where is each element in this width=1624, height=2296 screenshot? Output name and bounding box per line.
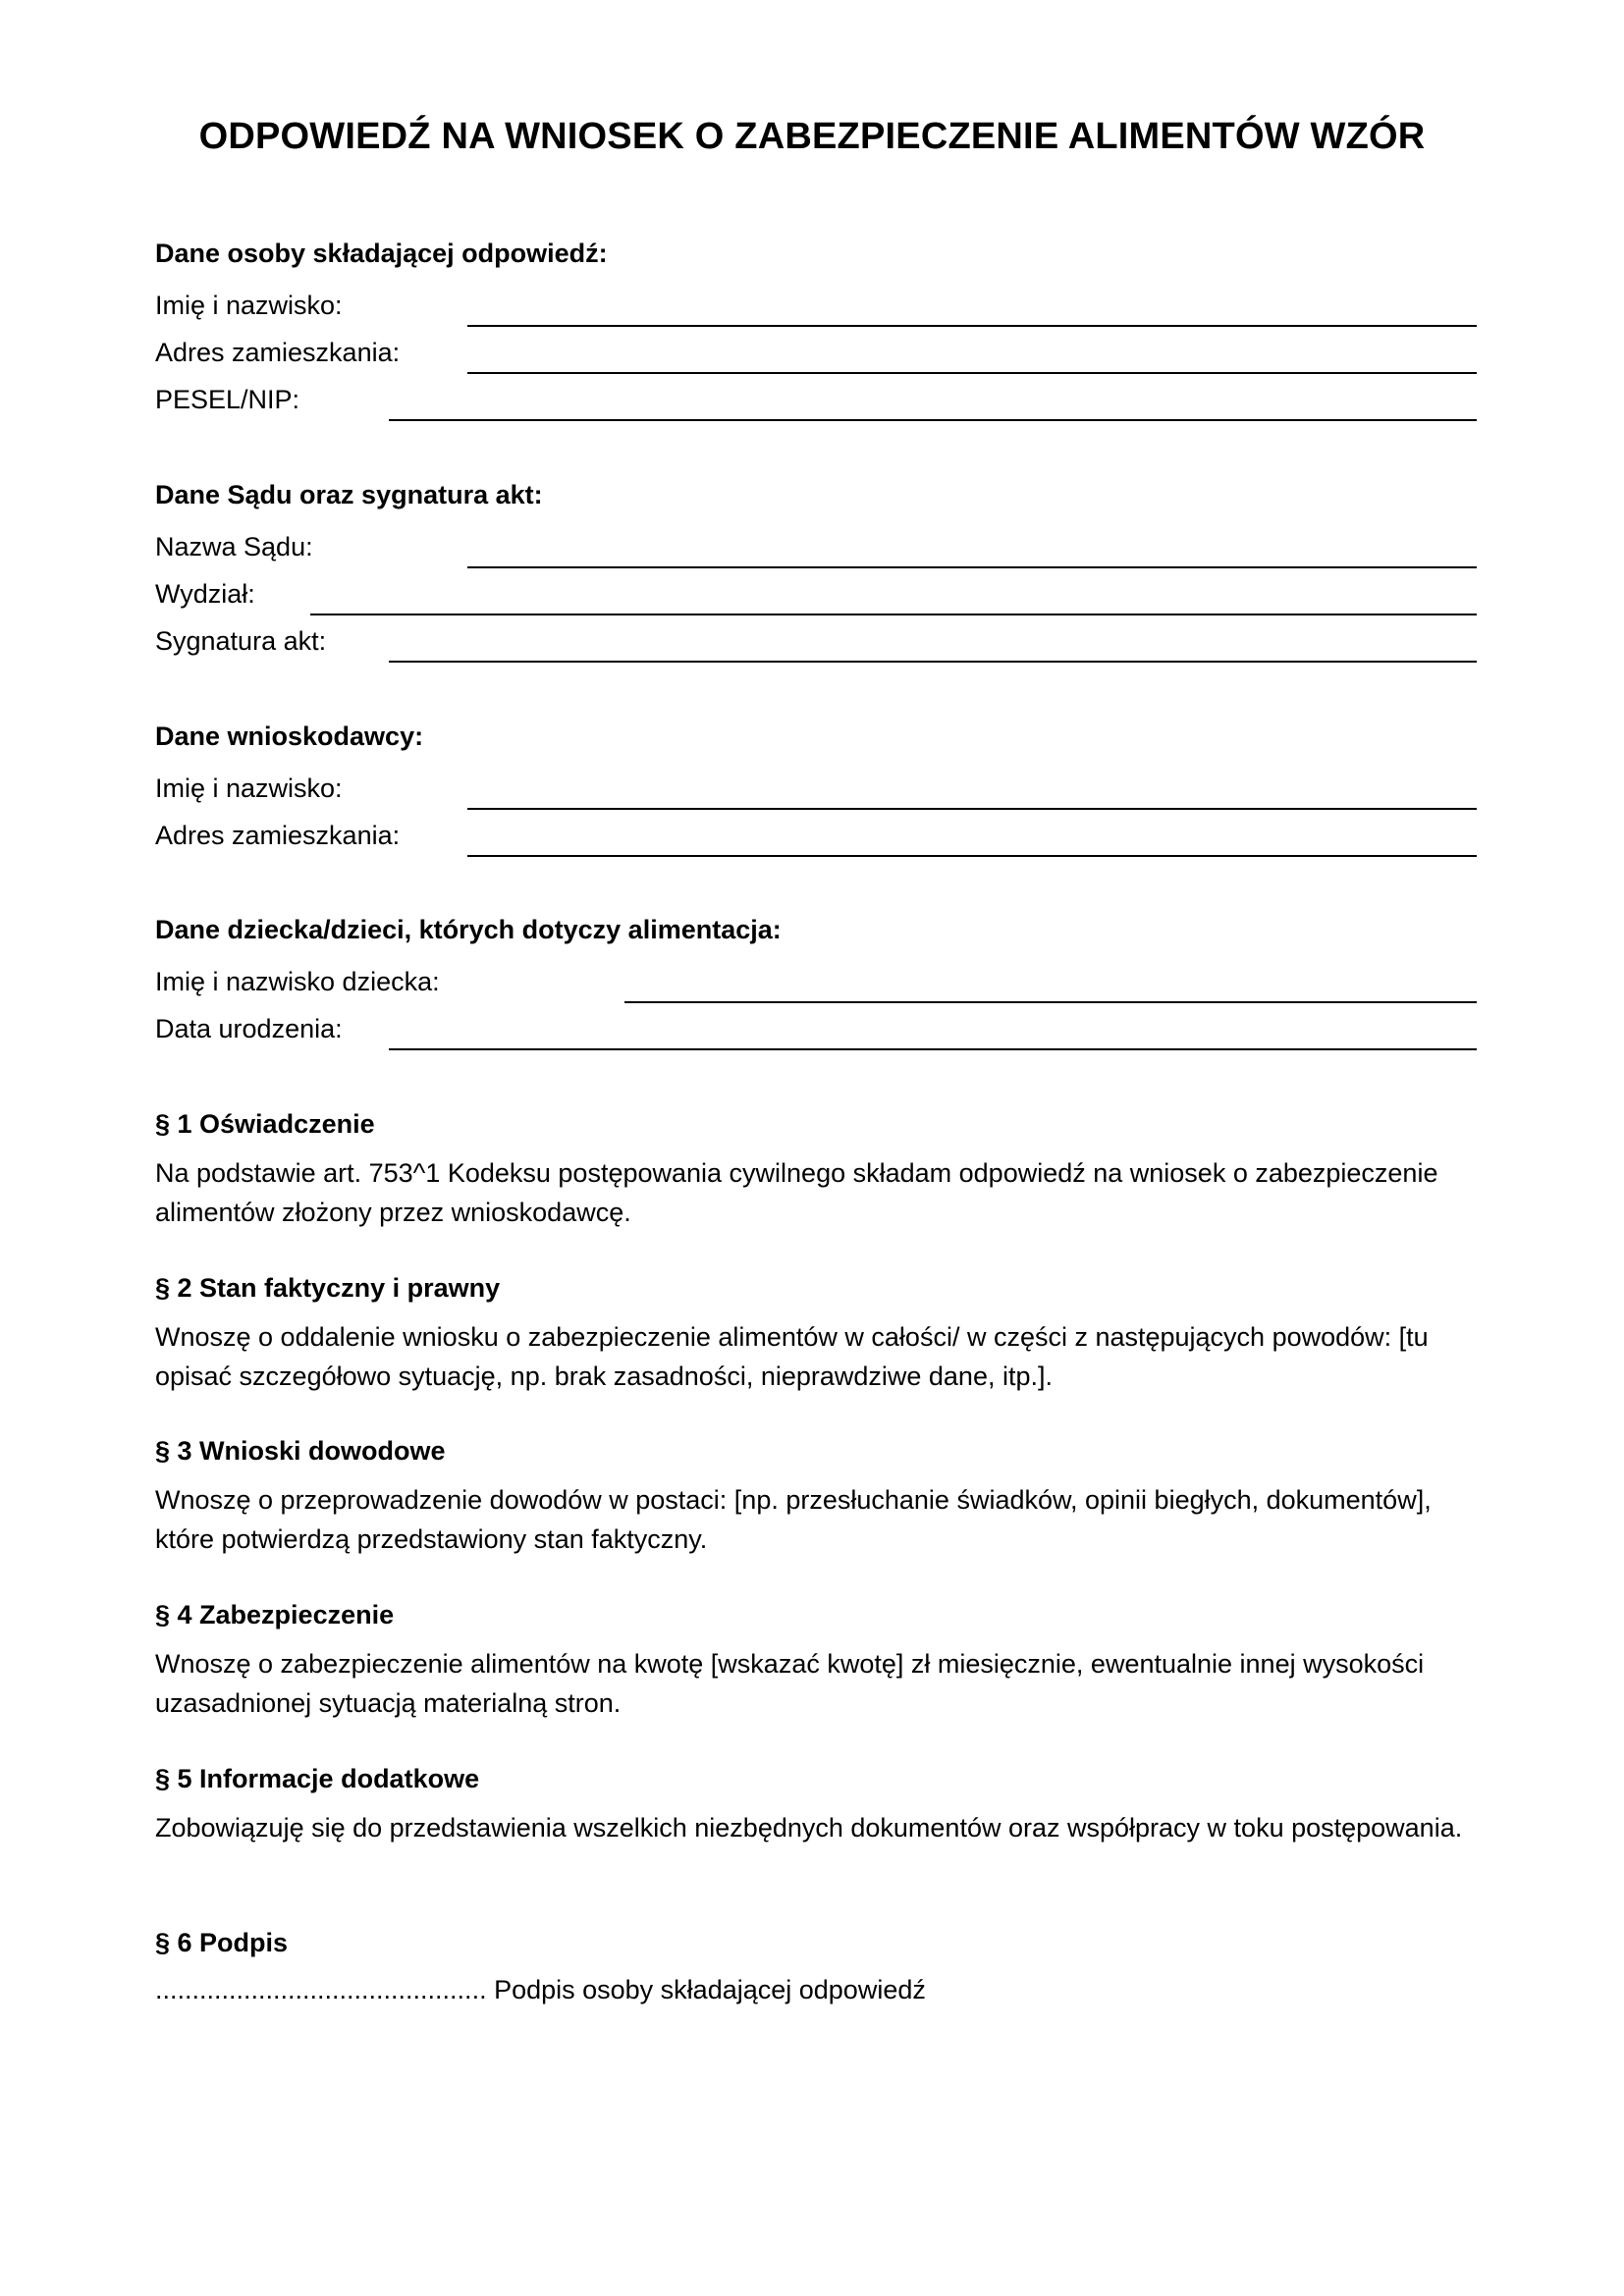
applicant-name-row (155, 771, 1477, 810)
applicant-heading: Dane wnioskodawcy: (155, 721, 424, 751)
paragraph-1-heading: § 1 Oświadczenie (155, 1109, 375, 1139)
respondent-address-label: Adres zamieszkania: (155, 338, 401, 367)
court-division-label: Wydział: (155, 579, 255, 609)
respondent-name-label: Imię i nazwisko: (155, 291, 343, 320)
applicant-address-row (155, 818, 1477, 857)
court-case-label: Sygnatura akt: (155, 626, 327, 656)
respondent-address-line[interactable] (467, 372, 1477, 374)
court-division-line[interactable] (310, 614, 1477, 615)
signature-line: ............................................. Podpis osoby składającej odpowiedź (155, 1975, 926, 2004)
paragraph-2-text: Wnoszę o oddalenie wniosku o zabezpieczenie alimentów w całości/ w części z następujących powodów: [tu opisać szczegółowo sytuację, np. brak zasadności, nieprawdziwe dane, itp.]. (155, 1322, 1429, 1391)
child-birthdate-label: Data urodzenia: (155, 1014, 343, 1043)
paragraph-3-text: Wnoszę o przeprowadzenie dowodów w postaci: [np. przesłuchanie świadków, opinii biegłych, dokumentów], które potwierdzą przedstawiony stan faktyczny. (155, 1485, 1432, 1554)
paragraph-2-heading: § 2 Stan faktyczny i prawny (155, 1273, 501, 1303)
court-division-row (155, 576, 1477, 615)
respondent-name-line[interactable] (467, 325, 1477, 327)
applicant-name-line[interactable] (467, 808, 1477, 810)
respondent-address-row (155, 335, 1477, 374)
child-name-row (155, 964, 1477, 1003)
child-birthdate-row (155, 1011, 1477, 1050)
paragraph-5-heading: § 5 Informacje dodatkowe (155, 1764, 480, 1793)
child-heading: Dane dziecka/dzieci, których dotyczy alimentacja: (155, 915, 782, 944)
respondent-heading: Dane osoby składającej odpowiedź: (155, 239, 608, 268)
applicant-address-label: Adres zamieszkania: (155, 821, 401, 850)
court-case-row (155, 623, 1477, 663)
applicant-name-label: Imię i nazwisko: (155, 774, 343, 803)
child-name-label: Imię i nazwisko dziecka: (155, 967, 440, 996)
paragraph-1-text: Na podstawie art. 753^1 Kodeksu postępowania cywilnego składam odpowiedź na wniosek o zabezpieczenie alimentów złożony przez wnioskodawcę. (155, 1158, 1438, 1227)
respondent-pesel-row (155, 382, 1477, 421)
child-birthdate-line[interactable] (389, 1048, 1477, 1050)
respondent-pesel-label: PESEL/NIP: (155, 385, 300, 414)
paragraph-6-heading: § 6 Podpis (155, 1928, 289, 1957)
paragraph-5-text: Zobowiązuję się do przedstawienia wszelkich niezbędnych dokumentów oraz współpracy w toku postępowania. (155, 1813, 1463, 1842)
respondent-name-row (155, 288, 1477, 327)
court-heading: Dane Sądu oraz sygnatura akt: (155, 480, 543, 509)
respondent-pesel-line[interactable] (389, 419, 1477, 421)
applicant-address-line[interactable] (467, 855, 1477, 857)
child-name-line[interactable] (624, 1001, 1477, 1003)
court-case-line[interactable] (389, 661, 1477, 663)
document-title: ODPOWIEDŹ NA WNIOSEK O ZABEZPIECZENIE ALIMENTÓW WZÓR (198, 116, 1426, 157)
paragraph-3-heading: § 3 Wnioski dowodowe (155, 1436, 446, 1466)
court-name-row (155, 529, 1477, 568)
court-name-line[interactable] (467, 566, 1477, 568)
court-name-label: Nazwa Sądu: (155, 532, 313, 561)
paragraph-4-heading: § 4 Zabezpieczenie (155, 1600, 395, 1629)
paragraph-4-text: Wnoszę o zabezpieczenie alimentów na kwotę [wskazać kwotę] zł miesięcznie, ewentualnie innej wysokości uzasadnionej sytuacją materialną stron. (155, 1649, 1425, 1718)
